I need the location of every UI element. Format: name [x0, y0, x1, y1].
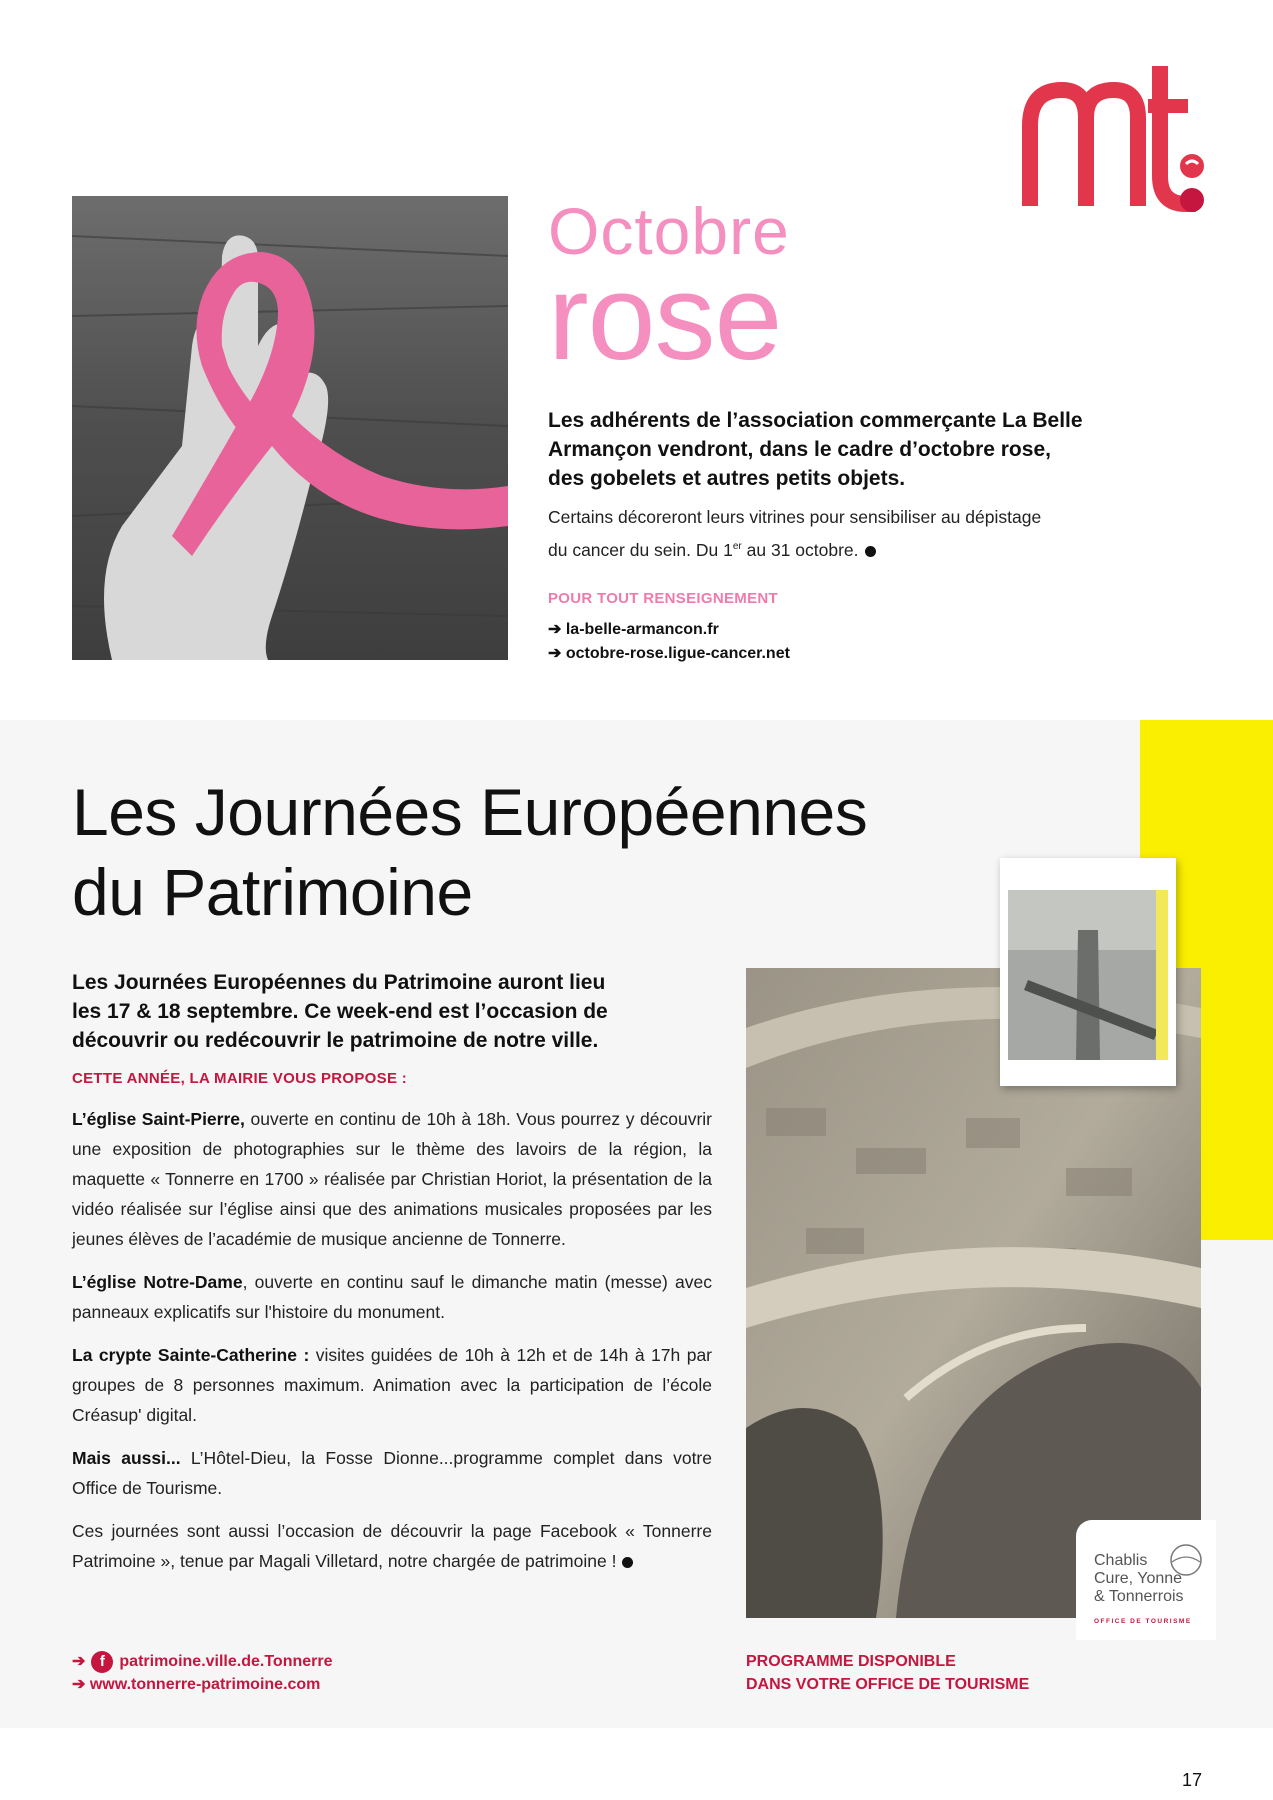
- link-belle-armancon[interactable]: ➔ la-belle-armancon.fr: [548, 621, 719, 638]
- jep-body: [72, 1104, 712, 1589]
- arrow-icon: ➔: [72, 1653, 86, 1670]
- jep-label: CETTE ANNÉE, LA MAIRIE VOUS PROPOSE :: [72, 1070, 408, 1087]
- link-ligue-cancer[interactable]: ➔ octobre-rose.ligue-cancer.net: [548, 645, 790, 662]
- title-line: Les Journées Européennes: [72, 775, 868, 849]
- mt-logo: [1020, 66, 1210, 216]
- arrow-icon: ➔: [548, 621, 566, 638]
- octobre-rose-title-line2: rose: [548, 249, 782, 385]
- end-bullet: [865, 546, 876, 557]
- paragraph-facebook: Ces journées sont aussi l’occasion de découvrir la page Facebook « Tonnerre Patrimoine », tenue par Magali Villetard, notre chargée de patrimoine !: [72, 1521, 712, 1571]
- programme-label: PROGRAMME DISPONIBLE DANS VOTRE OFFICE DE TOURISME: [746, 1653, 1030, 1693]
- office-tourisme-name: Chablis Cure, Yonne & Tonnerrois: [1094, 1552, 1184, 1605]
- jep-links: [72, 1650, 333, 1696]
- title-line: du Patrimoine: [72, 855, 473, 929]
- office-tourisme-subtitle: OFFICE DE TOURISME: [1094, 1618, 1192, 1625]
- octobre-rose-lead: [548, 406, 1148, 493]
- office-tourisme-logo: [1076, 1520, 1216, 1640]
- link-facebook-patrimoine[interactable]: ➔ f patrimoine.ville.de.Tonnerre: [72, 1650, 333, 1673]
- facebook-icon: f: [91, 1651, 113, 1673]
- lead-line: des gobelets et autres petits objets.: [548, 467, 906, 490]
- arrow-icon: ➔: [548, 645, 566, 662]
- jep-2022-poster: [1000, 858, 1176, 1086]
- info-label: POUR TOUT RENSEIGNEMENT: [548, 590, 778, 607]
- page-number: 17: [1182, 1770, 1203, 1790]
- globe-icon: [1168, 1542, 1204, 1578]
- lead-line: Les adhérents de l’association commerçante La Belle: [548, 409, 1083, 432]
- pink-ribbon-photo: [72, 196, 508, 660]
- octobre-rose-title-line1: Octobre: [548, 194, 790, 268]
- arrow-icon: ➔: [72, 1676, 90, 1693]
- paragraph-saint-pierre: L’église Saint-Pierre, ouverte en continu de 10h à 18h. Vous pourrez y découvrir une exposition de photographies sur le thème des lavoirs de la région, la maquette « Tonnerre en 1700 » réalisée par Christian Horiot, la présentation de la vidéo réalisée sur l’église ainsi que des animations musicales proposées par les jeunes élèves de l’académie de musique ancienne de Tonnerre.: [72, 1109, 713, 1249]
- paragraph-crypte: La crypte Sainte-Catherine : visites guidées de 10h à 12h et de 14h à 17h par groupes de 8 personnes maximum. Animation avec la participation de l’école Créasup' digital.: [72, 1345, 713, 1425]
- lead-line: découvrir ou redécouvrir le patrimoine de notre ville.: [72, 1029, 599, 1052]
- lead-line: les 17 & 18 septembre. Ce week-end est l’occasion de: [72, 1000, 608, 1023]
- end-bullet: [622, 1557, 633, 1568]
- text-line: Certains décoreront leurs vitrines pour sensibiliser au dépistage: [548, 507, 1042, 527]
- text-line: du cancer du sein. Du 1er au 31 octobre.: [548, 532, 1148, 565]
- lead-line: Armançon vendront, dans le cadre d’octobre rose,: [548, 438, 1051, 461]
- paragraph-mais-aussi: Mais aussi... L’Hôtel-Dieu, la Fosse Dionne...programme complet dans votre Office de Tourisme.: [72, 1448, 712, 1498]
- octobre-rose-links: [548, 618, 790, 666]
- octobre-rose-text: [548, 502, 1148, 565]
- poster-image: [1008, 890, 1168, 1060]
- jep-title: [72, 772, 1032, 932]
- lead-line: Les Journées Européennes du Patrimoine auront lieu: [72, 971, 606, 994]
- link-tonnerre-patrimoine[interactable]: ➔ www.tonnerre-patrimoine.com: [72, 1676, 321, 1693]
- paragraph-notre-dame: L’église Notre-Dame, ouverte en continu sauf le dimanche matin (messe) avec panneaux explicatifs sur l'histoire du monument.: [72, 1272, 713, 1322]
- jep-lead: [72, 968, 712, 1055]
